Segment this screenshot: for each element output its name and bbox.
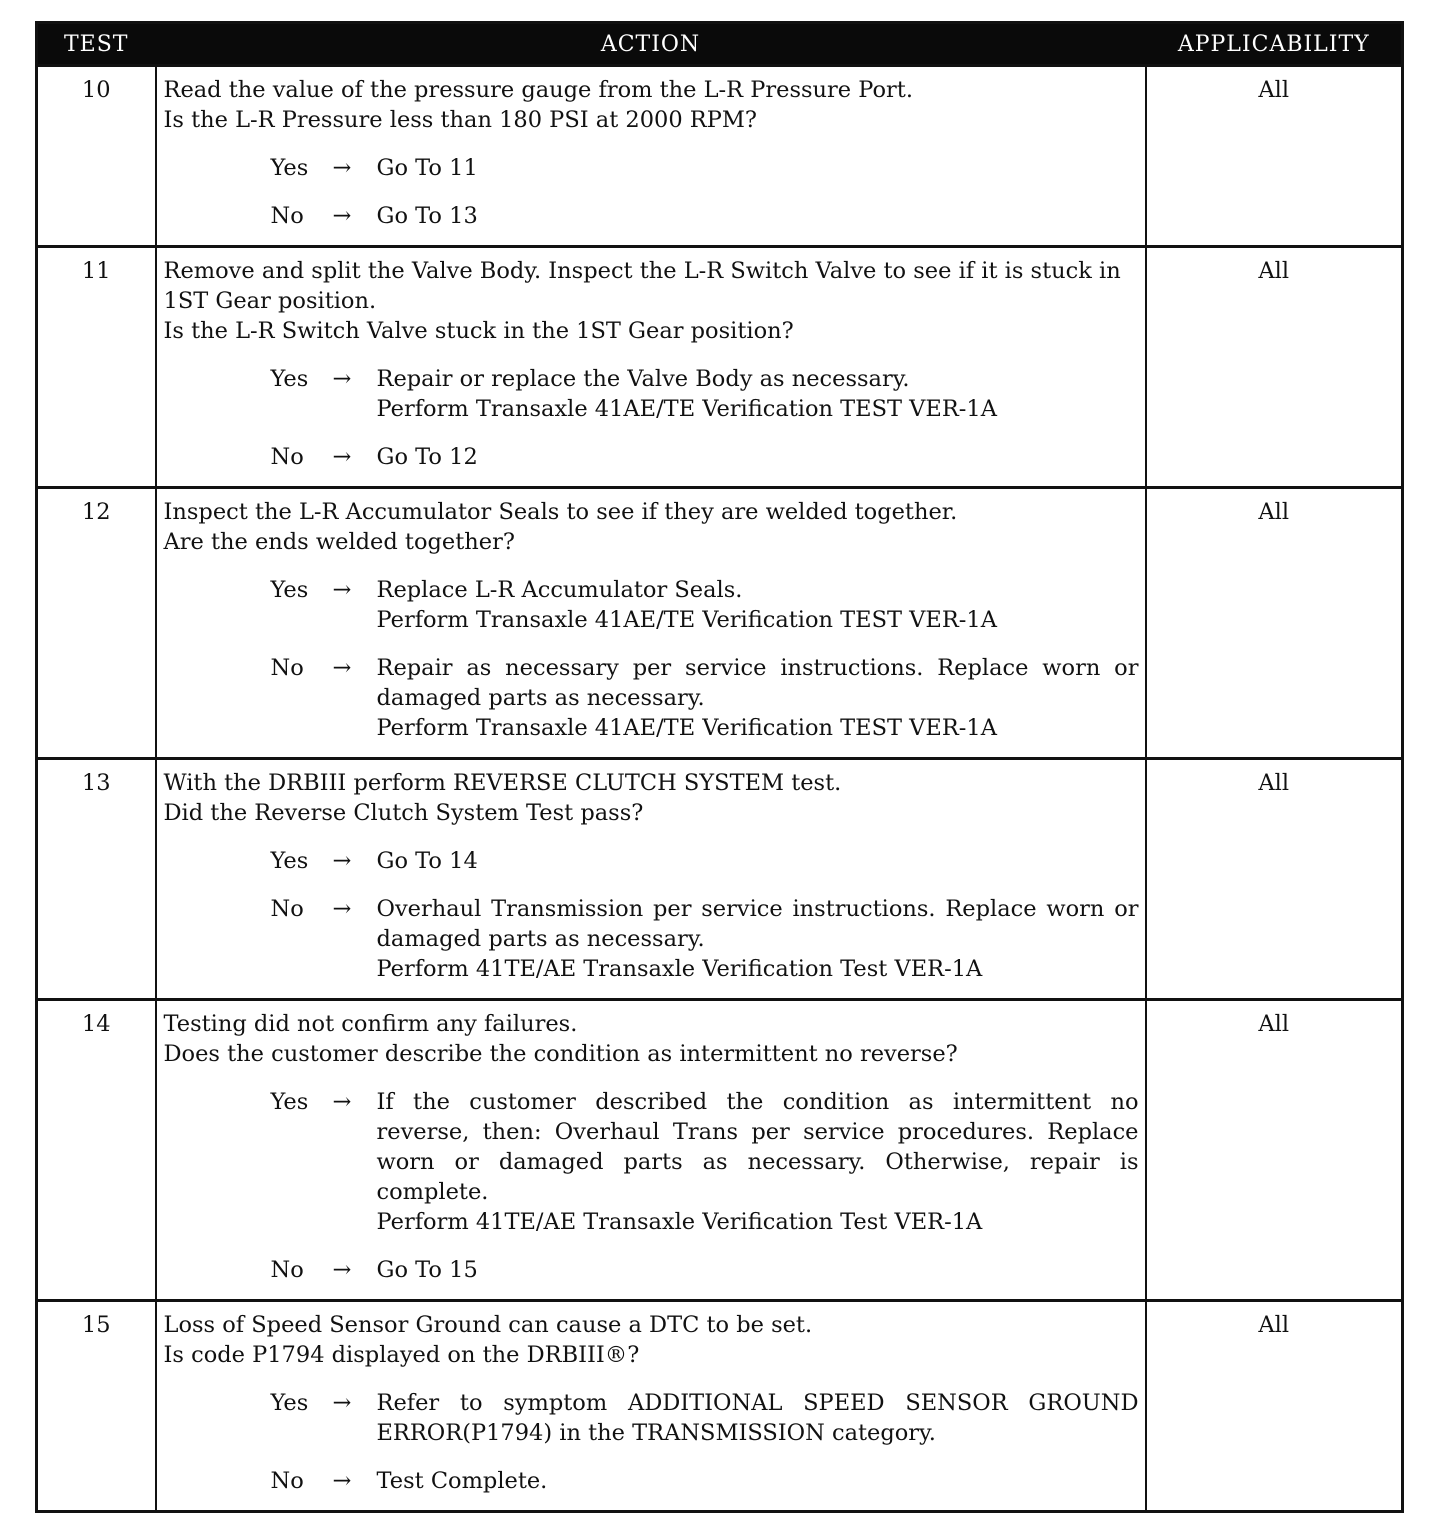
question-line: Testing did not confirm any failures. [163,1011,578,1037]
applicability-value: All [1146,1000,1403,1301]
yes-label: Yes [270,848,309,874]
arrow-icon: → [332,848,352,874]
question-text [164,1009,1139,1069]
table-row [37,1301,1403,1512]
yes-branch [164,1388,1139,1448]
no-result [377,653,1139,743]
no-result [377,894,1139,984]
no-label: No [270,203,304,229]
yes-branch [164,575,1139,635]
yes-result [377,575,1139,635]
no-label: No [270,444,304,470]
yes-branch [164,846,1139,876]
yes-branch [164,153,1139,183]
no-branch [164,1255,1139,1285]
yes-label: Yes [270,1390,309,1416]
test-number: 10 [37,66,156,247]
table-row [37,488,1403,759]
no-label: No [270,1257,304,1283]
header-test: TEST [37,23,156,66]
question-line: Read the value of the pressure gauge from the L-R Pressure Port. [163,77,913,103]
result-line: Overhaul Transmission per service instructions. Replace worn or damaged parts as necessary. [376,896,1139,952]
no-result [377,442,1139,472]
applicability-value: All [1146,1301,1403,1512]
yes-result [377,846,1139,876]
question-text [164,256,1139,346]
arrow-icon: → [332,1089,352,1115]
test-number: 14 [37,1000,156,1301]
test-number: 15 [37,1301,156,1512]
question-line: Is the L-R Pressure less than 180 PSI at 2000 RPM? [163,107,757,133]
question-text [164,1310,1139,1370]
question-line: Is the L-R Switch Valve stuck in the 1ST Gear position? [163,318,794,344]
result-line: Replace L-R Accumulator Seals. [376,577,743,603]
question-line: Are the ends welded together? [163,529,515,555]
applicability-value: All [1146,66,1403,247]
action-cell [156,66,1146,247]
result-line: Perform Transaxle 41AE/TE Verification TEST VER-1A [376,607,997,633]
arrow-icon: → [332,655,352,681]
no-label: No [270,655,304,681]
yes-label: Yes [270,366,309,392]
question-line: Remove and split the Valve Body. Inspect the L-R Switch Valve to see if it is stuck in 1ST Gear position. [163,258,1121,314]
question-line: Loss of Speed Sensor Ground can cause a DTC to be set. [163,1312,813,1338]
result-line: Go To 15 [376,1257,478,1283]
no-label: No [270,1468,304,1494]
action-cell [156,1000,1146,1301]
applicability-value: All [1146,247,1403,488]
no-branch [164,894,1139,984]
yes-label: Yes [270,1089,309,1115]
action-cell [156,1301,1146,1512]
result-line: Go To 13 [376,203,478,229]
header-action: ACTION [156,23,1146,66]
action-cell [156,247,1146,488]
no-branch [164,1466,1139,1496]
arrow-icon: → [332,203,352,229]
result-line: If the customer described the condition as intermittent no reverse, then: Overhaul Trans per service procedures. Replace worn or damaged parts as necessary. Otherwise, repair is complete. [376,1089,1139,1205]
yes-result [377,1388,1139,1448]
action-cell [156,759,1146,1000]
result-line: Perform 41TE/AE Transaxle Verification Test VER-1A [376,956,983,982]
arrow-icon: → [332,577,352,603]
result-line: Go To 14 [376,848,478,874]
no-branch [164,442,1139,472]
table-row [37,247,1403,488]
arrow-icon: → [332,1390,352,1416]
yes-label: Yes [270,155,309,181]
no-result [377,1466,1139,1496]
result-line: Go To 12 [376,444,478,470]
test-number: 12 [37,488,156,759]
no-result [377,201,1139,231]
no-label: No [270,896,304,922]
question-line: Does the customer describe the condition as intermittent no reverse? [163,1041,958,1067]
arrow-icon: → [332,155,352,181]
yes-branch [164,364,1139,424]
result-line: Repair or replace the Valve Body as necessary. [376,366,910,392]
test-procedure-table [35,21,1404,1513]
arrow-icon: → [332,444,352,470]
result-line: Test Complete. [376,1468,548,1494]
header-applicability: APPLICABILITY [1146,23,1403,66]
yes-result [377,153,1139,183]
arrow-icon: → [332,896,352,922]
no-branch [164,653,1139,743]
arrow-icon: → [332,1257,352,1283]
question-line: Is code P1794 displayed on the DRBIII®? [163,1342,640,1368]
result-line: Perform Transaxle 41AE/TE Verification TEST VER-1A [376,396,997,422]
test-number: 11 [37,247,156,488]
question-text [164,75,1139,135]
yes-result [377,364,1139,424]
applicability-value: All [1146,488,1403,759]
arrow-icon: → [332,1468,352,1494]
result-line: Refer to symptom ADDITIONAL SPEED SENSOR GROUND ERROR(P1794) in the TRANSMISSION category. [376,1390,1139,1446]
question-line: Did the Reverse Clutch System Test pass? [163,800,644,826]
no-result [377,1255,1139,1285]
question-line: Inspect the L-R Accumulator Seals to see if they are welded together. [163,499,958,525]
action-cell [156,488,1146,759]
table-row [37,1000,1403,1301]
applicability-value: All [1146,759,1403,1000]
result-line: Perform Transaxle 41AE/TE Verification TEST VER-1A [376,715,997,741]
yes-result [377,1087,1139,1237]
no-branch [164,201,1139,231]
test-number: 13 [37,759,156,1000]
question-text [164,768,1139,828]
question-text [164,497,1139,557]
result-line: Perform 41TE/AE Transaxle Verification Test VER-1A [376,1209,983,1235]
result-line: Repair as necessary per service instructions. Replace worn or damaged parts as necessary. [376,655,1139,711]
yes-label: Yes [270,577,309,603]
header-row [37,23,1403,66]
yes-branch [164,1087,1139,1237]
question-line: With the DRBIII perform REVERSE CLUTCH SYSTEM test. [163,770,842,796]
result-line: Go To 11 [376,155,478,181]
table-row [37,759,1403,1000]
arrow-icon: → [332,366,352,392]
table-row [37,66,1403,247]
